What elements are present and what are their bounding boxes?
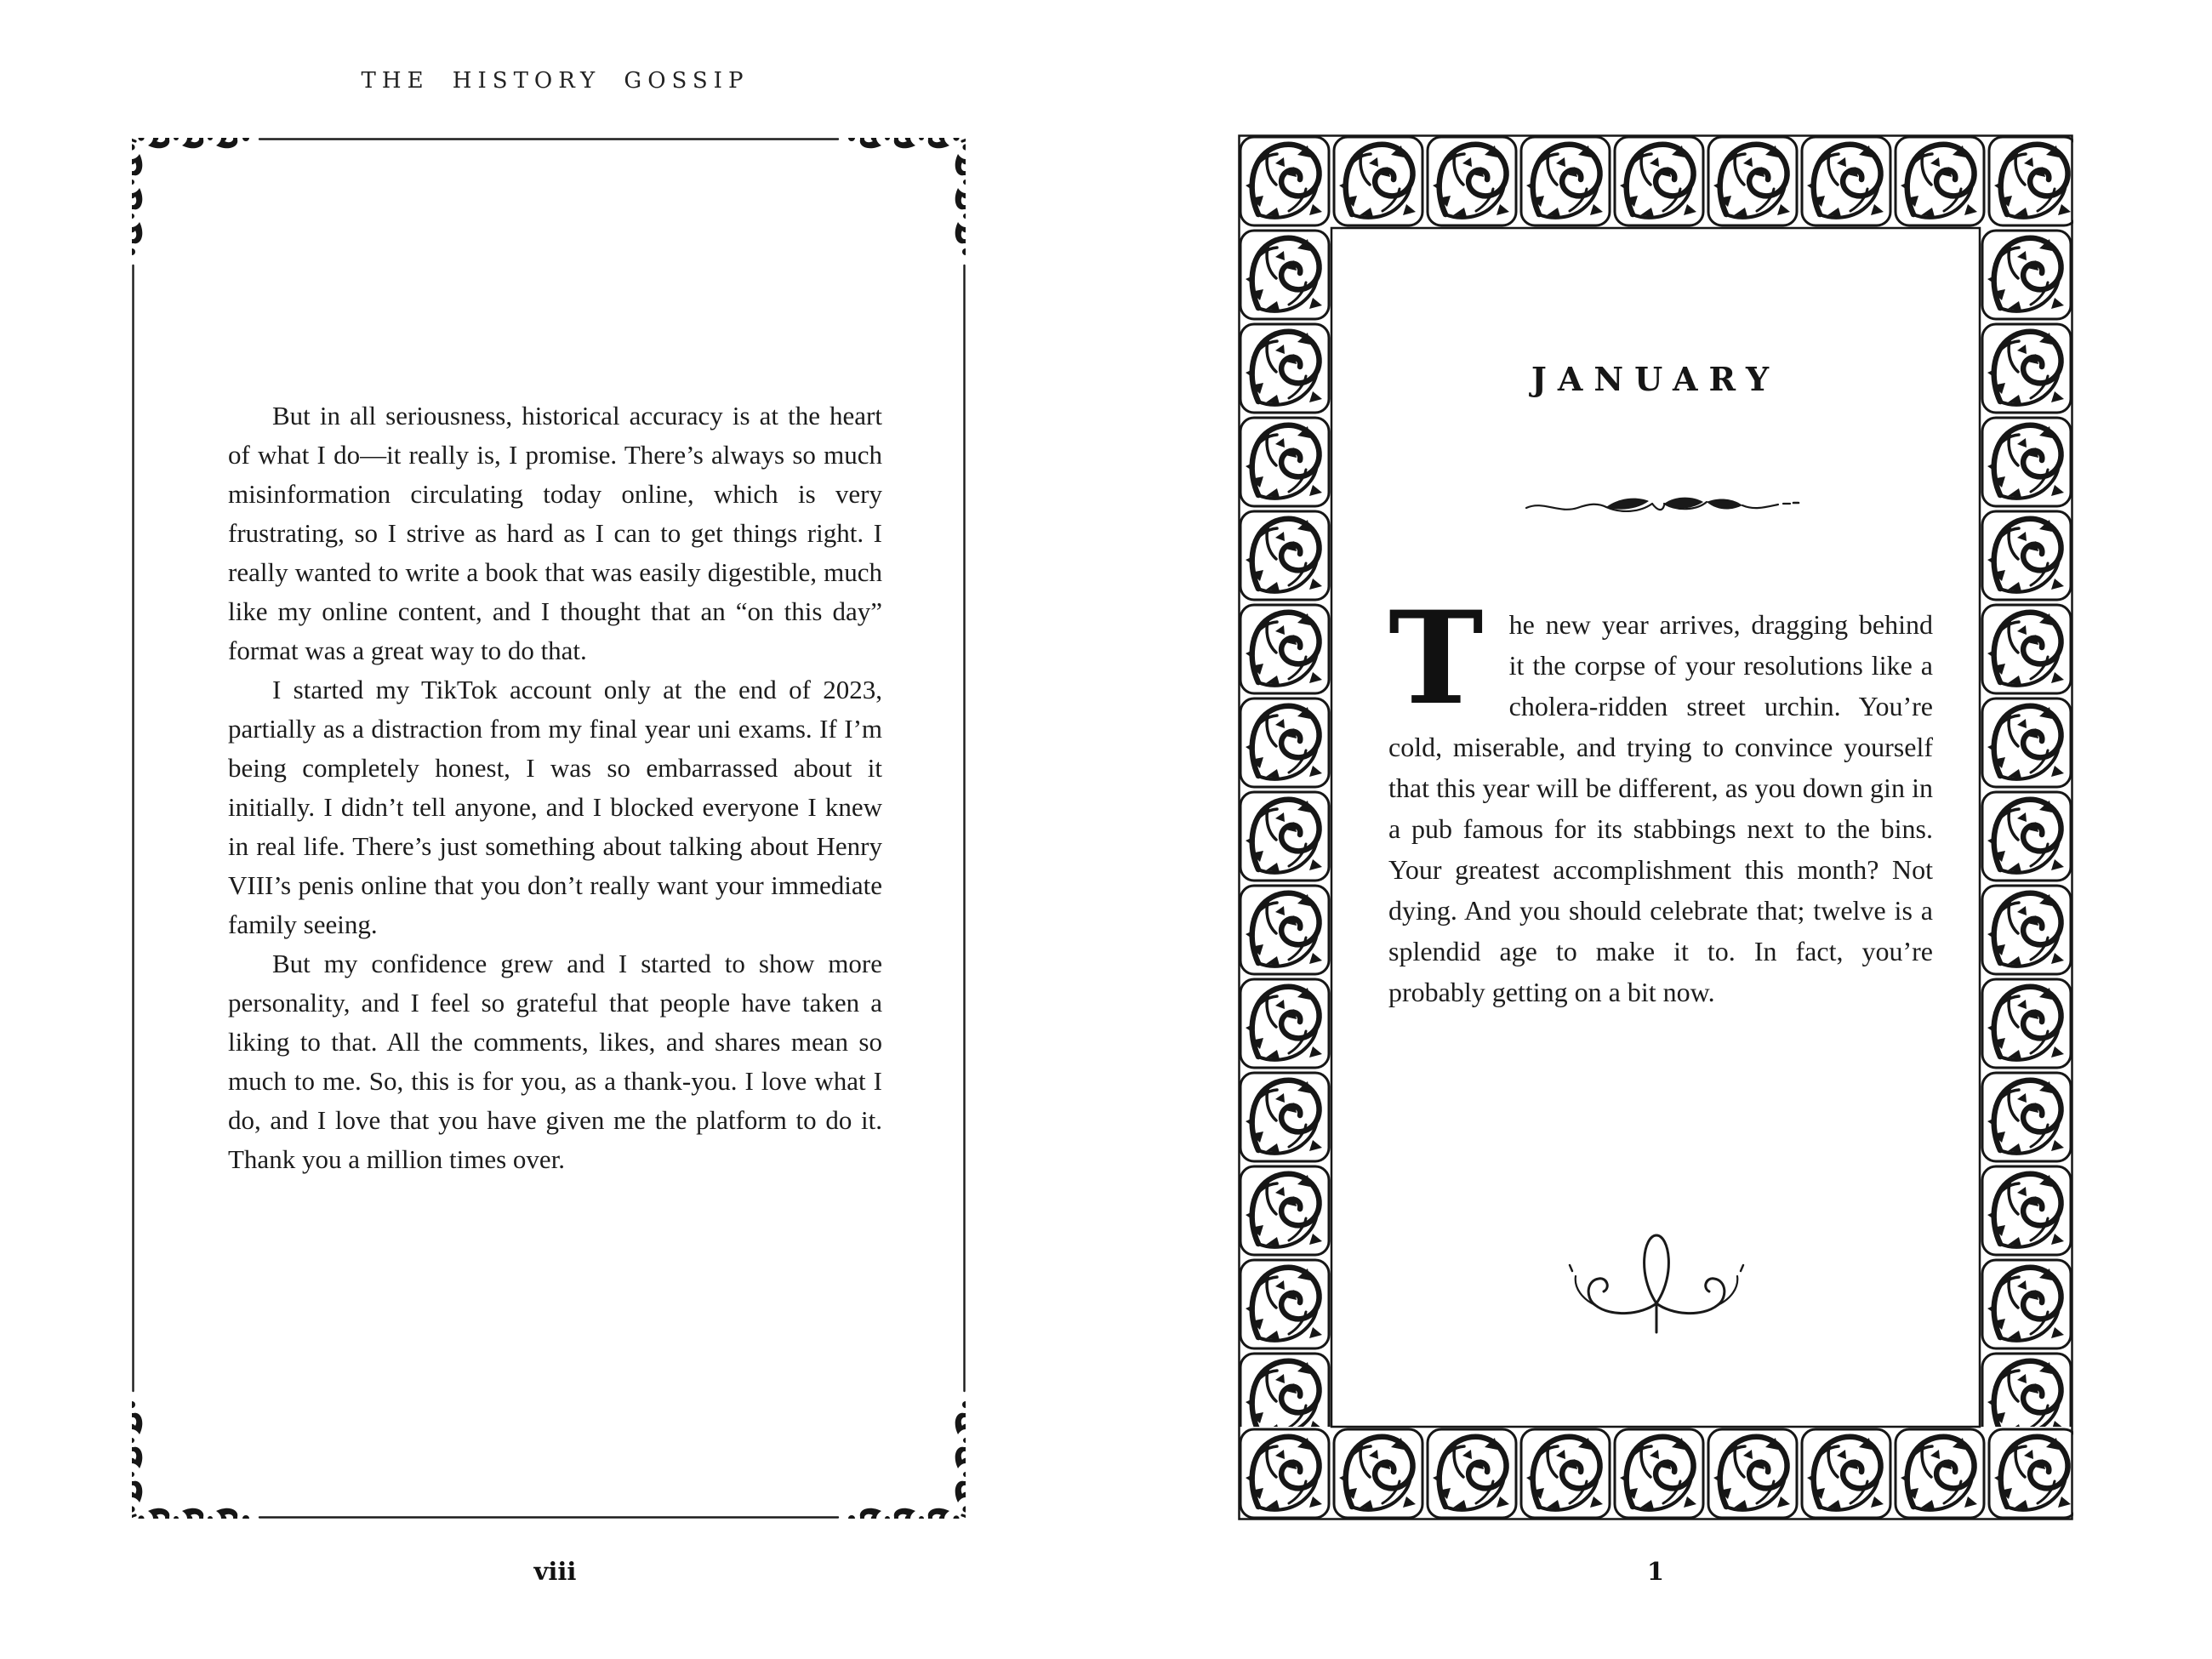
paragraph: I started my TikTok account only at the end of 2023, partially as a distraction from my final year uni exams. If I’m being completely honest, I was so embarrassed about it initially. I didn’t tell anyone, and I blocked everyone I knew in real life. There’s just something about talking about Henry VIII’s penis online that you don’t really want your immediate family seeing. [228, 675, 882, 939]
paragraph: But my confidence grew and I started to show more personality, and I feel so grateful that people have taken a liking to that. All the comments, likes, and shares mean so much to me. So, this is for you, as a thank-you. I love what I do, and I love that you have given me the platform to do it. Thank you a million times over. [228, 949, 882, 1174]
running-header: THE HISTORY GOSSIP [361, 68, 750, 94]
paragraph: But in all seriousness, historical accuracy is at the heart of what I do—it really is, I promise. There’s always so much misinformation circulating today online, which is very frustrating, so I strive as hard as I can to get things right. I really wanted to write a book that was easily digestible, much like my online content, and I thought that an “on this day” format was a great way to do that. [228, 401, 882, 665]
paragraph-text: he new year arrives, dragging behind it the corpse of your resolutions like a cholera-ridden street urchin. You’re cold, miserable, and trying to convince yourself that this year will be different, as you down gin in a pub famous for its stabbings next to the bins. Your greatest accomplishment this month? Not dying. And you should celebrate that; twelve is a splendid age to make it to. In fact, you’re probably getting on a bit now. [1388, 609, 1933, 1007]
corner-ornament-top-left [132, 138, 249, 255]
corner-ornament-bottom-left [132, 1401, 249, 1519]
right-page-number: 1 [1646, 1557, 1665, 1586]
left-page-body [228, 396, 882, 1179]
chapter-paragraph [1388, 584, 1933, 1012]
calligraphic-flourish-ornament [1559, 1222, 1754, 1341]
corner-ornament-top-right [848, 138, 966, 255]
corner-ornament-bottom-right [848, 1401, 966, 1519]
chapter-title: JANUARY [1531, 360, 1781, 398]
right-page-body [1388, 584, 1933, 1012]
left-page-number: viii [533, 1557, 577, 1586]
drop-cap: T [1388, 584, 1484, 733]
ribbon-divider-ornament [1525, 490, 1800, 524]
